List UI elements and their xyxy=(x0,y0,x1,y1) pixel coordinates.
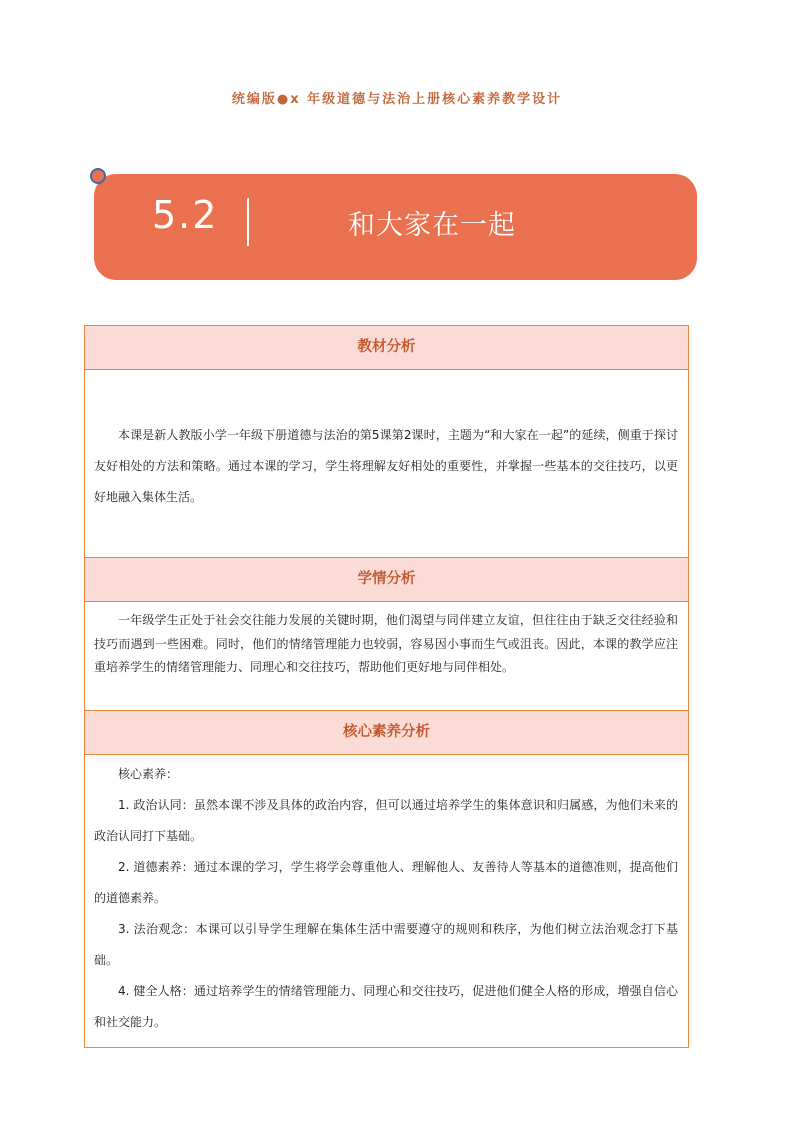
paragraph: 核心素养： xyxy=(118,767,179,781)
banner-divider xyxy=(247,198,249,246)
lesson-number: 5.2 xyxy=(152,193,219,237)
section-body-students xyxy=(85,601,688,711)
paragraph: 3. 法治观念：本课可以引导学生理解在集体生活中需要遵守的规则和秩序，为他们树立法治观念打下基础。 xyxy=(94,922,678,967)
section-heading-textbook: 教材分析 xyxy=(85,326,688,369)
section-body-core-literacy xyxy=(85,754,688,1047)
paragraph: 一年级学生正处于社会交往能力发展的关键时期，他们渴望与同伴建立友谊，但往往由于缺乏交往经验和技巧而遇到一些困难。同时，他们的情绪管理能力也较弱，容易因小事而生气或沮丧。因此，本课的教学应注重培养学生的情绪管理能力、同理心和交往技巧，帮助他们更好地与同伴相处。 xyxy=(94,613,678,674)
paragraph: 本课是新人教版小学一年级下册道德与法治的第5课第2课时，主题为“和大家在一起”的延续，侧重于探讨友好相处的方法和策略。通过本课的学习，学生将理解友好相处的重要性，并掌握一些基本的交往技巧，以更好地融入集体生活。 xyxy=(94,428,678,504)
analysis-table xyxy=(84,325,689,1048)
section-body-textbook xyxy=(85,369,688,558)
paragraph: 1. 政治认同：虽然本课不涉及具体的政治内容，但可以通过培养学生的集体意识和归属感，为他们未来的政治认同打下基础。 xyxy=(94,798,678,843)
section-heading-core-literacy: 核心素养分析 xyxy=(85,711,688,754)
document-header: 统编版●x 年级道德与法治上册核心素养教学设计 xyxy=(231,92,563,107)
paragraph: 2. 道德素养：通过本课的学习，学生将学会尊重他人、理解他人、友善待人等基本的道德准则，提高他们的道德素养。 xyxy=(94,860,678,905)
banner-dot-decoration xyxy=(90,168,106,184)
section-heading-students: 学情分析 xyxy=(85,558,688,601)
lesson-title: 和大家在一起 xyxy=(348,210,516,241)
paragraph: 4. 健全人格：通过培养学生的情绪管理能力、同理心和交往技巧，促进他们健全人格的形成，增强自信心和社交能力。 xyxy=(94,984,678,1029)
